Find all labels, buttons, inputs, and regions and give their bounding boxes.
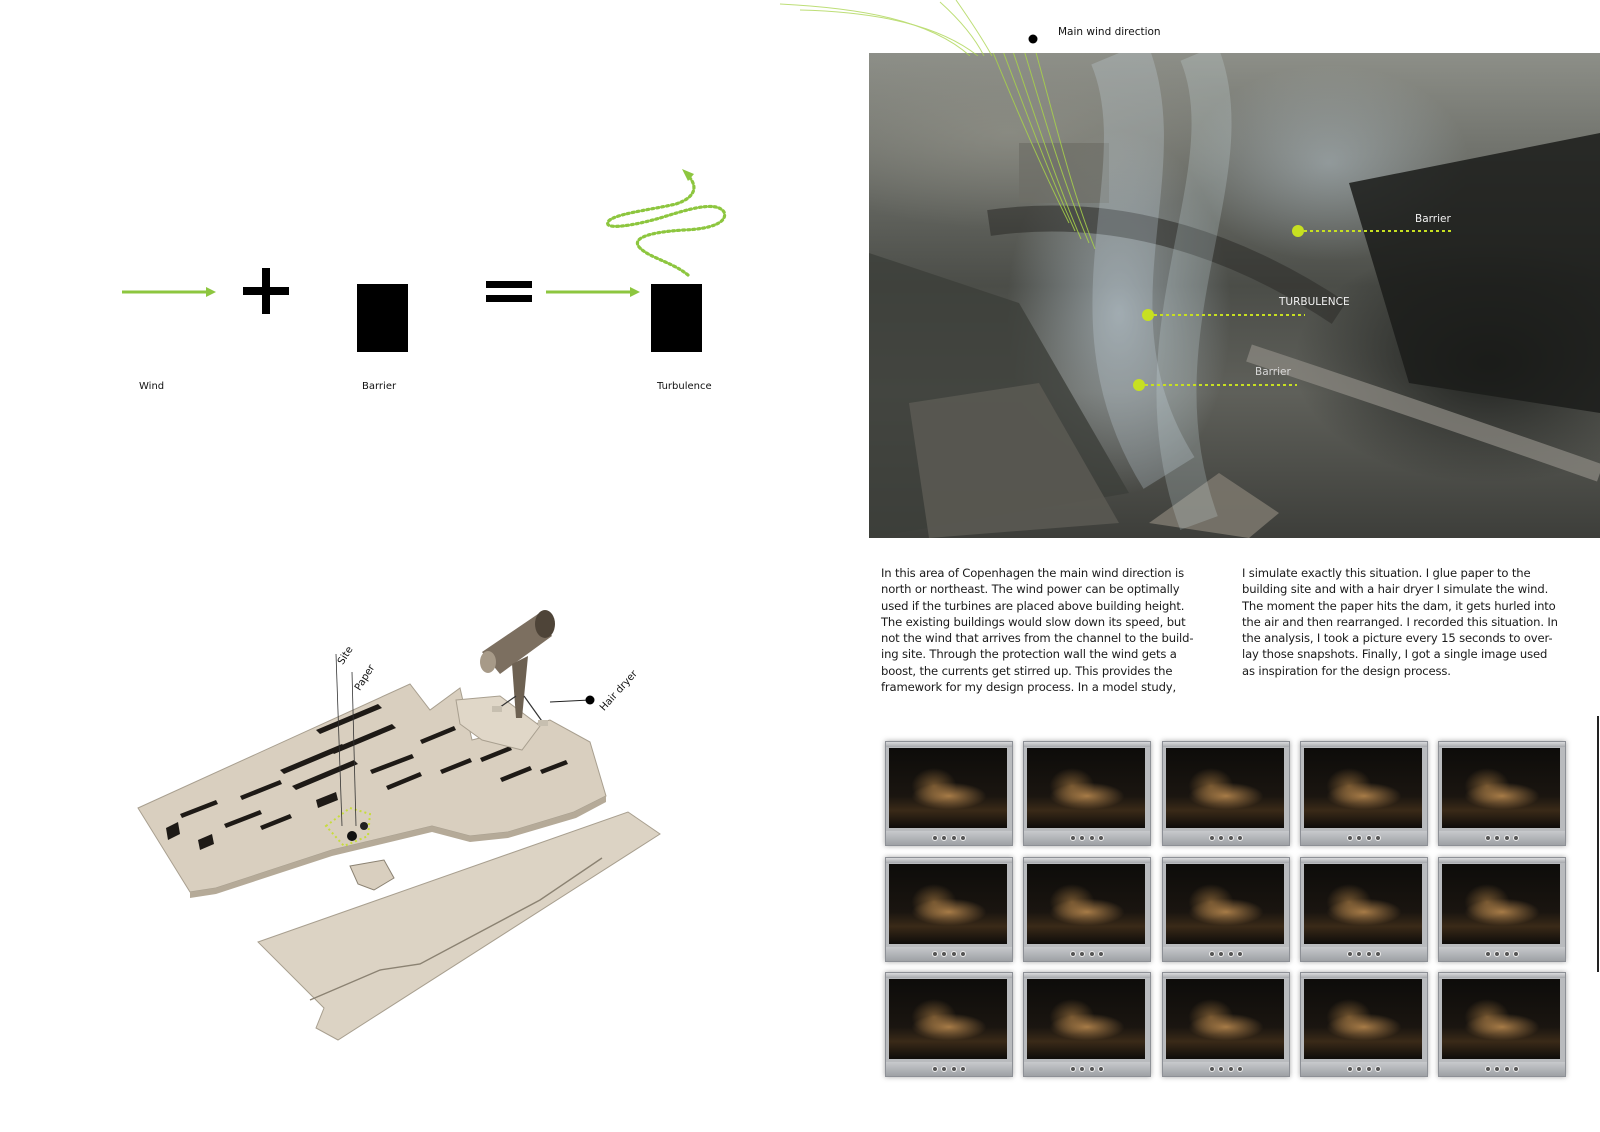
turbulence-photo-label: TURBULENCE	[1279, 296, 1350, 308]
snapshot-thumbnail	[1162, 741, 1290, 846]
site-label: Site	[336, 644, 356, 667]
main-wind-direction-marker	[1029, 35, 1038, 44]
barrier-block	[357, 284, 408, 352]
barrier-bottom-label: Barrier	[1255, 366, 1291, 378]
wind-label: Wind	[139, 381, 165, 392]
wind-lines-above	[770, 0, 1070, 56]
snapshot-thumbnail	[1300, 972, 1428, 1077]
snapshot-thumbnail	[885, 857, 1013, 962]
main-wind-direction-label: Main wind direction	[1058, 26, 1161, 38]
turbulence-arrow-head-icon	[682, 169, 694, 181]
barrier-top-marker	[1292, 225, 1304, 237]
snapshot-thumbnail	[1162, 972, 1290, 1077]
hair-dryer-label: Hair dryer	[598, 668, 640, 714]
snapshot-grid	[885, 741, 1575, 1075]
snapshot-thumbnail	[1023, 857, 1151, 962]
plus-icon	[243, 268, 289, 314]
text-column-left: In this area of Copenhagen the main wind direction is north or northeast. The wind power can be optimally used if the turbines are placed above building height. The existing buildings would slow down its speed, but not the wind that arrives from the channel to the build- ing site. Through the protection wall the wind gets a boost, the currents get stirred up. This provides the framework for my design process. In a model study,	[881, 566, 1194, 695]
turbulence-marker	[1142, 309, 1154, 321]
site-model-illustration	[120, 600, 680, 1070]
model-fragment	[350, 860, 394, 890]
result-wind-arrow-icon	[546, 287, 640, 297]
wind-arrow-icon	[122, 287, 216, 297]
equals-icon	[486, 281, 532, 302]
turbulence-swirl-icon	[608, 178, 725, 275]
barrier-top-label: Barrier	[1415, 213, 1451, 225]
snapshot-thumbnail	[1023, 972, 1151, 1077]
text-column-right: I simulate exactly this situation. I glue paper to the building site and with a hair dryer I simulate the wind. The moment the paper hits the dam, it gets hurled into the air and then rearranged. I recorded this situation. In the analysis, I took a picture every 15 seconds to over- lay those snapshots. Finally, I got a single image used as inspiration for the design process.	[1242, 566, 1558, 678]
page-edge-rule	[1597, 716, 1599, 972]
snapshot-thumbnail	[1300, 857, 1428, 962]
snapshot-thumbnail	[1162, 857, 1290, 962]
turbulence-label: Turbulence	[657, 381, 712, 392]
snapshot-thumbnail	[1438, 972, 1566, 1077]
wind-simulation-photo	[869, 53, 1600, 538]
snapshot-thumbnail	[1438, 741, 1566, 846]
barrier-bottom-marker	[1133, 379, 1145, 391]
barrier-label: Barrier	[362, 381, 397, 392]
result-barrier-block	[651, 284, 702, 352]
snapshot-thumbnail	[1023, 741, 1151, 846]
snapshot-thumbnail	[885, 972, 1013, 1077]
wind-barrier-equation	[0, 0, 760, 400]
snapshot-thumbnail	[1438, 857, 1566, 962]
snapshot-thumbnail	[1300, 741, 1428, 846]
snapshot-thumbnail	[885, 741, 1013, 846]
hair-dryer-marker	[586, 696, 595, 705]
paper-label: Paper	[353, 662, 378, 693]
